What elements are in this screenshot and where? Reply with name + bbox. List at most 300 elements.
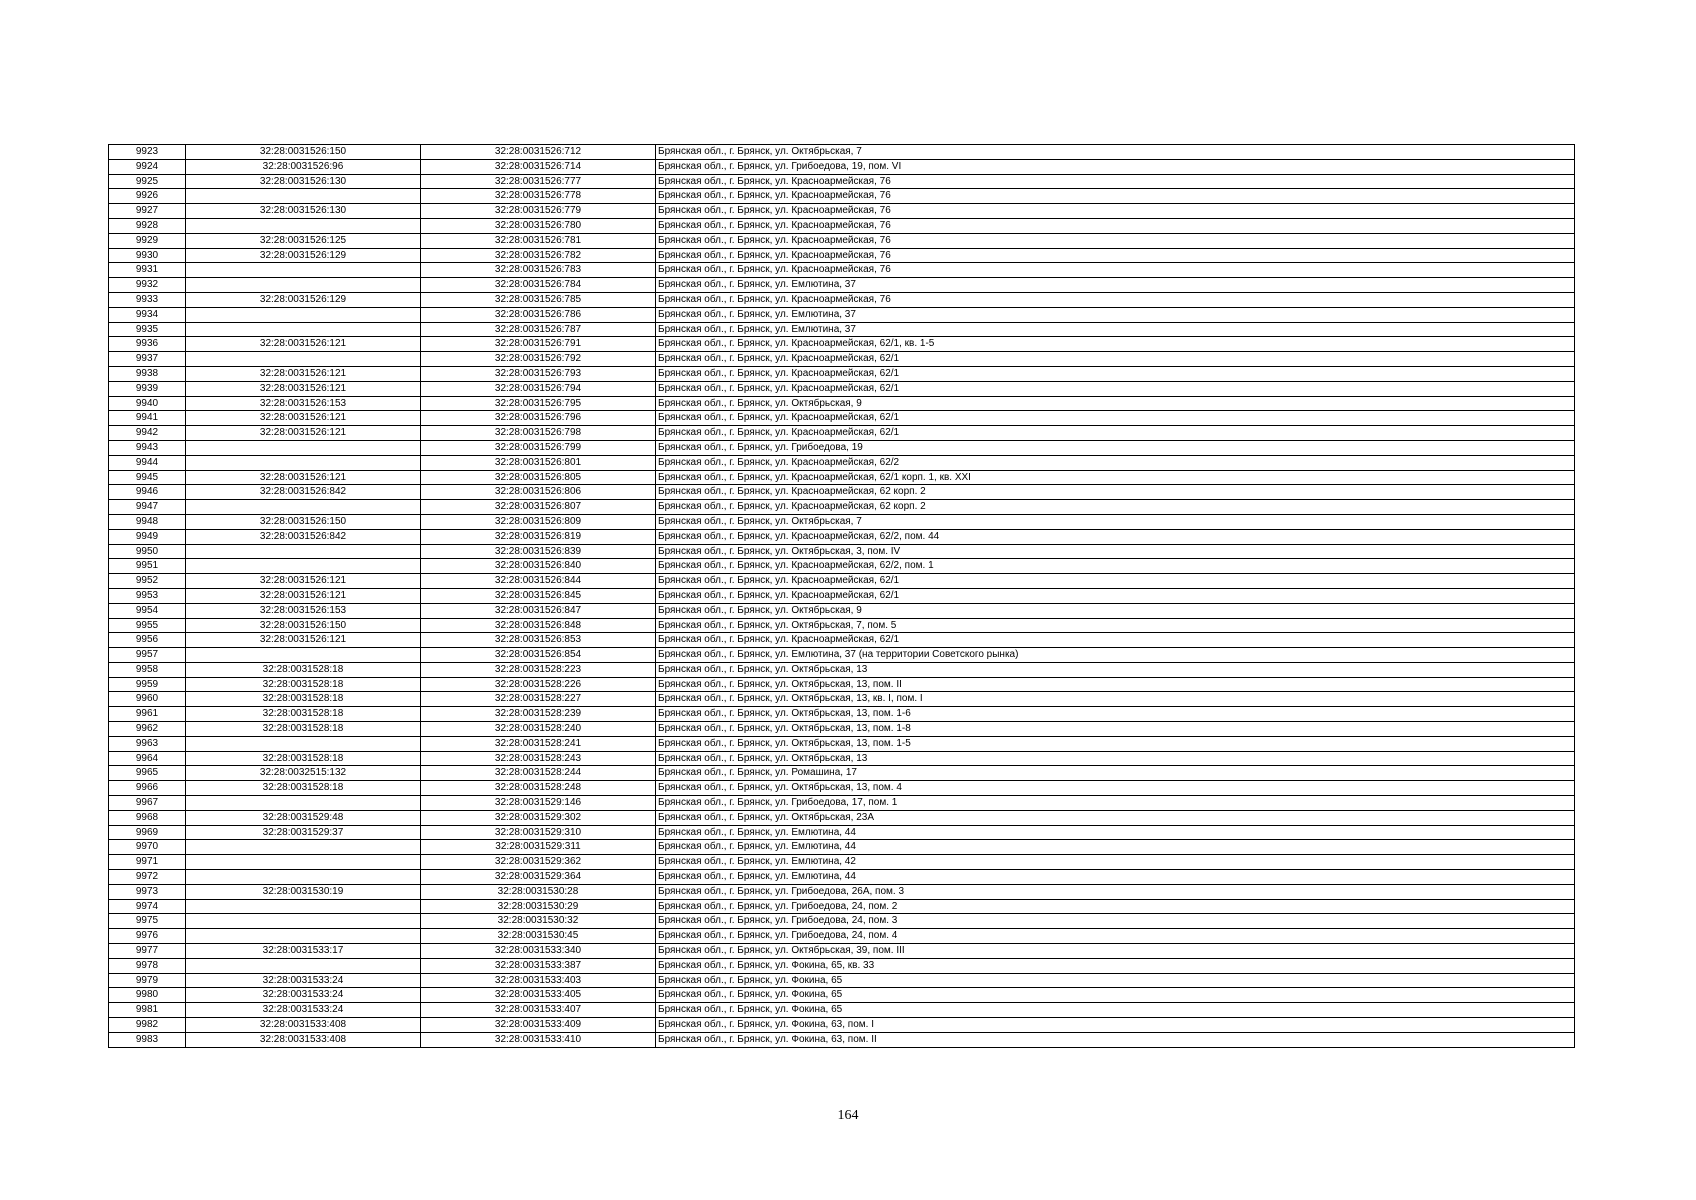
row-number-cell: 9965 [109,766,186,781]
table-row [109,411,1575,426]
row-number-cell: 9937 [109,352,186,367]
address-cell: Брянская обл., г. Брянск, ул. Октябрьская, 9 [656,396,1575,411]
parent-cadastral-cell: 32:28:0031526:121 [186,381,421,396]
cadastral-number-cell: 32:28:0031533:410 [421,1032,656,1047]
parent-cadastral-cell: 32:28:0031526:153 [186,603,421,618]
table-row [109,722,1575,737]
table-row [109,973,1575,988]
parent-cadastral-cell [186,736,421,751]
parent-cadastral-cell: 32:28:0031526:121 [186,426,421,441]
parent-cadastral-cell: 32:28:0031526:153 [186,396,421,411]
cadastral-number-cell: 32:28:0031526:783 [421,263,656,278]
row-number-cell: 9963 [109,736,186,751]
cadastral-number-cell: 32:28:0031526:819 [421,529,656,544]
address-cell: Брянская обл., г. Брянск, ул. Красноармейская, 62/1 [656,411,1575,426]
table-row [109,751,1575,766]
table-row [109,707,1575,722]
row-number-cell: 9956 [109,633,186,648]
row-number-cell: 9927 [109,204,186,219]
address-cell: Брянская обл., г. Брянск, ул. Грибоедова, 19, пом. VI [656,159,1575,174]
address-cell: Брянская обл., г. Брянск, ул. Красноармейская, 62/1 [656,352,1575,367]
parent-cadastral-cell [186,263,421,278]
row-number-cell: 9938 [109,366,186,381]
address-cell: Брянская обл., г. Брянск, ул. Емлютина, 37 (на территории Советского рынка) [656,648,1575,663]
row-number-cell: 9939 [109,381,186,396]
address-cell: Брянская обл., г. Брянск, ул. Фокина, 65 [656,988,1575,1003]
address-cell: Брянская обл., г. Брянск, ул. Грибоедова, 24, пом. 2 [656,899,1575,914]
address-cell: Брянская обл., г. Брянск, ул. Фокина, 63, пом. I [656,1018,1575,1033]
parent-cadastral-cell: 32:28:0031526:121 [186,337,421,352]
cadastral-number-cell: 32:28:0031526:784 [421,278,656,293]
parent-cadastral-cell [186,855,421,870]
parent-cadastral-cell: 32:28:0031526:150 [186,514,421,529]
address-cell: Брянская обл., г. Брянск, ул. Красноармейская, 62/2, пом. 44 [656,529,1575,544]
parent-cadastral-cell: 32:28:0031526:129 [186,292,421,307]
cadastral-number-cell: 32:28:0031533:403 [421,973,656,988]
cadastral-number-cell: 32:28:0031526:782 [421,248,656,263]
cadastral-number-cell: 32:28:0031526:845 [421,588,656,603]
parent-cadastral-cell [186,544,421,559]
row-number-cell: 9947 [109,500,186,515]
table-row [109,145,1575,160]
row-number-cell: 9940 [109,396,186,411]
cadastral-number-cell: 32:28:0031526:806 [421,485,656,500]
address-cell: Брянская обл., г. Брянск, ул. Красноармейская, 62/1 [656,366,1575,381]
cadastral-number-cell: 32:28:0031533:409 [421,1018,656,1033]
table-row [109,426,1575,441]
row-number-cell: 9941 [109,411,186,426]
table-row [109,796,1575,811]
parent-cadastral-cell: 32:28:0031526:121 [186,574,421,589]
table-row [109,929,1575,944]
address-cell: Брянская обл., г. Брянск, ул. Октябрьская, 9 [656,603,1575,618]
row-number-cell: 9934 [109,307,186,322]
table-row [109,337,1575,352]
address-cell: Брянская обл., г. Брянск, ул. Грибоедова, 19 [656,440,1575,455]
table-row [109,840,1575,855]
address-cell: Брянская обл., г. Брянск, ул. Красноармейская, 76 [656,263,1575,278]
table-row [109,263,1575,278]
cadastral-number-cell: 32:28:0031526:793 [421,366,656,381]
address-cell: Брянская обл., г. Брянск, ул. Емлютина, 44 [656,825,1575,840]
row-number-cell: 9967 [109,796,186,811]
cadastral-number-cell: 32:28:0031526:714 [421,159,656,174]
table-row [109,988,1575,1003]
address-cell: Брянская обл., г. Брянск, ул. Красноармейская, 76 [656,218,1575,233]
table-row [109,559,1575,574]
address-cell: Брянская обл., г. Брянск, ул. Красноармейская, 76 [656,174,1575,189]
table-body [109,145,1575,1048]
address-cell: Брянская обл., г. Брянск, ул. Октябрьская, 13, пом. II [656,677,1575,692]
address-cell: Брянская обл., г. Брянск, ул. Октябрьская, 13, пом. 1-6 [656,707,1575,722]
parent-cadastral-cell [186,307,421,322]
table-row [109,633,1575,648]
table-row [109,366,1575,381]
parent-cadastral-cell: 32:28:0031526:842 [186,485,421,500]
table-row [109,204,1575,219]
row-number-cell: 9952 [109,574,186,589]
row-number-cell: 9946 [109,485,186,500]
table-row [109,544,1575,559]
cadastral-number-cell: 32:28:0031528:244 [421,766,656,781]
parent-cadastral-cell: 32:28:0031526:125 [186,233,421,248]
row-number-cell: 9968 [109,810,186,825]
address-cell: Брянская обл., г. Брянск, ул. Октябрьская, 7, пом. 5 [656,618,1575,633]
table-row [109,514,1575,529]
table-row [109,307,1575,322]
parent-cadastral-cell: 32:28:0031526:842 [186,529,421,544]
table-row [109,233,1575,248]
table-row [109,396,1575,411]
parent-cadastral-cell [186,455,421,470]
cadastral-number-cell: 32:28:0031533:407 [421,1003,656,1018]
table-row [109,500,1575,515]
cadastral-number-cell: 32:28:0031526:844 [421,574,656,589]
cadastral-number-cell: 32:28:0031526:809 [421,514,656,529]
cadastral-number-cell: 32:28:0031526:796 [421,411,656,426]
address-cell: Брянская обл., г. Брянск, ул. Емлютина, 44 [656,840,1575,855]
row-number-cell: 9944 [109,455,186,470]
cadastral-number-cell: 32:28:0031528:243 [421,751,656,766]
parent-cadastral-cell: 32:28:0031526:96 [186,159,421,174]
row-number-cell: 9961 [109,707,186,722]
parent-cadastral-cell [186,352,421,367]
table-row [109,781,1575,796]
row-number-cell: 9982 [109,1018,186,1033]
table-row [109,529,1575,544]
cadastral-number-cell: 32:28:0031529:362 [421,855,656,870]
parent-cadastral-cell: 32:28:0031526:121 [186,366,421,381]
address-cell: Брянская обл., г. Брянск, ул. Красноармейская, 62/1 корп. 1, кв. XXI [656,470,1575,485]
cadastral-number-cell: 32:28:0031526:799 [421,440,656,455]
row-number-cell: 9971 [109,855,186,870]
cadastral-number-cell: 32:28:0031526:787 [421,322,656,337]
cadastral-number-cell: 32:28:0031526:839 [421,544,656,559]
table-row [109,485,1575,500]
row-number-cell: 9924 [109,159,186,174]
table-row [109,958,1575,973]
parent-cadastral-cell: 32:28:0031528:18 [186,677,421,692]
property-table [108,144,1575,1048]
row-number-cell: 9957 [109,648,186,663]
address-cell: Брянская обл., г. Брянск, ул. Октябрьская, 13, пом. 4 [656,781,1575,796]
row-number-cell: 9929 [109,233,186,248]
cadastral-number-cell: 32:28:0031526:794 [421,381,656,396]
cadastral-number-cell: 32:28:0031526:779 [421,204,656,219]
row-number-cell: 9978 [109,958,186,973]
parent-cadastral-cell [186,278,421,293]
row-number-cell: 9964 [109,751,186,766]
cadastral-number-cell: 32:28:0031526:807 [421,500,656,515]
table-row [109,825,1575,840]
cadastral-number-cell: 32:28:0031526:778 [421,189,656,204]
parent-cadastral-cell: 32:28:0031533:24 [186,988,421,1003]
cadastral-number-cell: 32:28:0031526:780 [421,218,656,233]
address-cell: Брянская обл., г. Брянск, ул. Красноармейская, 76 [656,204,1575,219]
table-row [109,248,1575,263]
table-row [109,603,1575,618]
address-cell: Брянская обл., г. Брянск, ул. Октябрьская, 23А [656,810,1575,825]
parent-cadastral-cell: 32:28:0031530:19 [186,884,421,899]
address-cell: Брянская обл., г. Брянск, ул. Октябрьская, 13, пом. 1-8 [656,722,1575,737]
row-number-cell: 9930 [109,248,186,263]
address-cell: Брянская обл., г. Брянск, ул. Красноармейская, 76 [656,233,1575,248]
cadastral-number-cell: 32:28:0031528:241 [421,736,656,751]
cadastral-number-cell: 32:28:0031526:795 [421,396,656,411]
cadastral-number-cell: 32:28:0031530:45 [421,929,656,944]
cadastral-number-cell: 32:28:0031526:792 [421,352,656,367]
row-number-cell: 9975 [109,914,186,929]
table-row [109,278,1575,293]
address-cell: Брянская обл., г. Брянск, ул. Красноармейская, 62/1, кв. 1-5 [656,337,1575,352]
parent-cadastral-cell: 32:28:0031526:121 [186,470,421,485]
row-number-cell: 9959 [109,677,186,692]
table-row [109,855,1575,870]
address-cell: Брянская обл., г. Брянск, ул. Октябрьская, 13 [656,751,1575,766]
address-cell: Брянская обл., г. Брянск, ул. Фокина, 63, пом. II [658,1033,877,1045]
parent-cadastral-cell [186,914,421,929]
cadastral-number-cell: 32:28:0031526:786 [421,307,656,322]
parent-cadastral-cell: 32:28:0031526:130 [186,174,421,189]
row-number-cell: 9974 [109,899,186,914]
cadastral-number-cell: 32:28:0031526:840 [421,559,656,574]
row-number-cell: 9980 [109,988,186,1003]
parent-cadastral-cell [186,840,421,855]
cadastral-number-cell: 32:28:0031526:848 [421,618,656,633]
row-number-cell: 9981 [109,1003,186,1018]
address-cell: Брянская обл., г. Брянск, ул. Грибоедова, 17, пом. 1 [656,796,1575,811]
row-number-cell: 9954 [109,603,186,618]
table-row [109,870,1575,885]
row-number-cell: 9935 [109,322,186,337]
cadastral-number-cell: 32:28:0031526:853 [421,633,656,648]
parent-cadastral-cell [186,870,421,885]
address-cell: Брянская обл., г. Брянск, ул. Красноармейская, 62/2 [656,455,1575,470]
parent-cadastral-cell [186,929,421,944]
cadastral-number-cell: 32:28:0031528:248 [421,781,656,796]
row-number-cell: 9943 [109,440,186,455]
address-cell: Брянская обл., г. Брянск, ул. Красноармейская, 62 корп. 2 [656,500,1575,515]
table-row [109,292,1575,307]
table-row [109,944,1575,959]
table-row [109,736,1575,751]
address-cell: Брянская обл., г. Брянск, ул. Красноармейская, 62 корп. 2 [656,485,1575,500]
parent-cadastral-cell: 32:28:0032515:132 [186,766,421,781]
cadastral-number-cell: 32:28:0031526:798 [421,426,656,441]
address-cell: Брянская обл., г. Брянск, ул. Емлютина, 37 [656,322,1575,337]
parent-cadastral-cell [186,796,421,811]
cadastral-number-cell: 32:28:0031529:310 [421,825,656,840]
table-row [109,440,1575,455]
parent-cadastral-cell: 32:28:0031529:37 [186,825,421,840]
parent-cadastral-cell [186,440,421,455]
cadastral-number-cell: 32:28:0031528:226 [421,677,656,692]
cadastral-number-cell: 32:28:0031526:712 [421,145,656,160]
table-row [109,899,1575,914]
parent-cadastral-cell: 32:28:0031526:121 [186,411,421,426]
table-row [109,766,1575,781]
table-row [109,662,1575,677]
row-number-cell: 9923 [109,145,186,160]
table-row [109,159,1575,174]
address-cell: Брянская обл., г. Брянск, ул. Фокина, 65, кв. 33 [656,958,1575,973]
address-cell: Брянская обл., г. Брянск, ул. Красноармейская, 76 [656,248,1575,263]
parent-cadastral-cell: 32:28:0031526:150 [186,618,421,633]
cadastral-number-cell: 32:28:0031528:239 [421,707,656,722]
parent-cadastral-cell: 32:28:0031533:17 [186,944,421,959]
parent-cadastral-cell: 32:28:0031526:150 [186,145,421,160]
row-number-cell: 9953 [109,588,186,603]
address-cell: Брянская обл., г. Брянск, ул. Грибоедова, 26А, пом. 3 [656,884,1575,899]
row-number-cell: 9926 [109,189,186,204]
address-cell: Брянская обл., г. Брянск, ул. Емлютина, 44 [656,870,1575,885]
cadastral-number-cell: 32:28:0031526:854 [421,648,656,663]
parent-cadastral-cell: 32:28:0031528:18 [186,707,421,722]
row-number-cell: 9966 [109,781,186,796]
parent-cadastral-cell [186,189,421,204]
parent-cadastral-cell: 32:28:0031529:48 [186,810,421,825]
cadastral-number-cell: 32:28:0031528:223 [421,662,656,677]
row-number-cell: 9969 [109,825,186,840]
address-cell: Брянская обл., г. Брянск, ул. Красноармейская, 76 [656,189,1575,204]
table-row [109,884,1575,899]
row-number-cell: 9976 [109,929,186,944]
address-cell: Брянская обл., г. Брянск, ул. Емлютина, 37 [656,307,1575,322]
row-number-cell: 9983 [109,1032,186,1047]
address-cell: Брянская обл., г. Брянск, ул. Красноармейская, 62/1 [656,574,1575,589]
cadastral-number-cell: 32:28:0031530:29 [421,899,656,914]
row-number-cell: 9973 [109,884,186,899]
row-number-cell: 9948 [109,514,186,529]
row-number-cell: 9960 [109,692,186,707]
page-number: 164 [837,1108,859,1123]
cadastral-number-cell: 32:28:0031526:805 [421,470,656,485]
address-cell: Брянская обл., г. Брянск, ул. Октябрьская, 3, пом. IV [656,544,1575,559]
table-row [109,218,1575,233]
row-number-cell: 9979 [109,973,186,988]
parent-cadastral-cell [186,559,421,574]
address-cell: Брянская обл., г. Брянск, ул. Октябрьская, 7 [656,145,1575,160]
row-number-cell: 9945 [109,470,186,485]
cadastral-number-cell: 32:28:0031526:847 [421,603,656,618]
row-number-cell: 9962 [109,722,186,737]
parent-cadastral-cell: 32:28:0031528:18 [186,722,421,737]
row-number-cell: 9925 [109,174,186,189]
cadastral-number-cell: 32:28:0031528:240 [421,722,656,737]
parent-cadastral-cell [186,322,421,337]
address-cell: Брянская обл., г. Брянск, ул. Ромашина, 17 [656,766,1575,781]
parent-cadastral-cell [186,958,421,973]
cadastral-number-cell: 32:28:0031533:340 [421,944,656,959]
parent-cadastral-cell: 32:28:0031533:24 [186,973,421,988]
row-number-cell: 9931 [109,263,186,278]
parent-cadastral-cell: 32:28:0031528:18 [186,781,421,796]
address-cell: Брянская обл., г. Брянск, ул. Фокина, 65 [656,973,1575,988]
table-row [109,455,1575,470]
row-number-cell: 9972 [109,870,186,885]
cadastral-number-cell: 32:28:0031529:311 [421,840,656,855]
address-cell: Брянская обл., г. Брянск, ул. Грибоедова, 24, пом. 3 [656,914,1575,929]
cadastral-number-cell: 32:28:0031533:405 [421,988,656,1003]
parent-cadastral-cell: 32:28:0031526:121 [186,588,421,603]
cadastral-number-cell: 32:28:0031529:302 [421,810,656,825]
cadastral-number-cell: 32:28:0031526:791 [421,337,656,352]
cadastral-number-cell: 32:28:0031529:146 [421,796,656,811]
parent-cadastral-cell: 32:28:0031533:408 [186,1032,421,1047]
cadastral-number-cell: 32:28:0031526:777 [421,174,656,189]
address-cell: Брянская обл., г. Брянск, ул. Красноармейская, 62/1 [656,426,1575,441]
cadastral-number-cell: 32:28:0031530:28 [421,884,656,899]
row-number-cell: 9933 [109,292,186,307]
table-row [109,648,1575,663]
table-row [109,574,1575,589]
parent-cadastral-cell: 32:28:0031528:18 [186,751,421,766]
parent-cadastral-cell [186,899,421,914]
table-row [109,470,1575,485]
table-row [109,174,1575,189]
parent-cadastral-cell [186,218,421,233]
cadastral-number-cell: 32:28:0031530:32 [421,914,656,929]
parent-cadastral-cell: 32:28:0031533:24 [186,1003,421,1018]
row-number-cell: 9928 [109,218,186,233]
address-cell: Брянская обл., г. Брянск, ул. Красноармейская, 62/1 [656,381,1575,396]
address-cell: Брянская обл., г. Брянск, ул. Октябрьская, 13 [656,662,1575,677]
parent-cadastral-cell [186,648,421,663]
parent-cadastral-cell: 32:28:0031528:18 [186,692,421,707]
table-row [109,588,1575,603]
address-cell: Брянская обл., г. Брянск, ул. Грибоедова, 24, пом. 4 [656,929,1575,944]
row-number-cell: 9977 [109,944,186,959]
table-row [109,677,1575,692]
parent-cadastral-cell: 32:28:0031526:121 [186,633,421,648]
address-cell: Брянская обл., г. Брянск, ул. Октябрьская, 7 [656,514,1575,529]
address-cell: Брянская обл., г. Брянск, ул. Красноармейская, 62/1 [656,588,1575,603]
table-row [109,914,1575,929]
table-row [109,381,1575,396]
cadastral-number-cell: 32:28:0031533:387 [421,958,656,973]
parent-cadastral-cell: 32:28:0031526:130 [186,204,421,219]
cadastral-number-cell: 32:28:0031526:801 [421,455,656,470]
row-number-cell: 9936 [109,337,186,352]
address-cell: Брянская обл., г. Брянск, ул. Красноармейская, 62/1 [656,633,1575,648]
parent-cadastral-cell [186,500,421,515]
row-number-cell: 9932 [109,278,186,293]
row-number-cell: 9951 [109,559,186,574]
table-row [109,1032,1575,1047]
parent-cadastral-cell: 32:28:0031533:408 [186,1018,421,1033]
table-row [109,352,1575,367]
row-number-cell: 9955 [109,618,186,633]
address-cell: Брянская обл., г. Брянск, ул. Октябрьская, 13, кв. I, пом. I [656,692,1575,707]
address-cell: Брянская обл., г. Брянск, ул. Октябрьская, 39, пом. III [656,944,1575,959]
cadastral-number-cell: 32:28:0031526:785 [421,292,656,307]
row-number-cell: 9942 [109,426,186,441]
table-row [109,692,1575,707]
row-number-cell: 9970 [109,840,186,855]
address-cell: Брянская обл., г. Брянск, ул. Красноармейская, 62/2, пом. 1 [656,559,1575,574]
table-row [109,1003,1575,1018]
address-cell: Брянская обл., г. Брянск, ул. Емлютина, 42 [656,855,1575,870]
address-cell: Брянская обл., г. Брянск, ул. Октябрьская, 13, пом. 1-5 [656,736,1575,751]
cadastral-number-cell: 32:28:0031529:364 [421,870,656,885]
address-cell: Брянская обл., г. Брянск, ул. Красноармейская, 76 [656,292,1575,307]
table-row [109,322,1575,337]
address-cell: Брянская обл., г. Брянск, ул. Фокина, 65 [656,1003,1575,1018]
table-row [109,810,1575,825]
row-number-cell: 9950 [109,544,186,559]
cadastral-number-cell: 32:28:0031528:227 [421,692,656,707]
table-row [109,1018,1575,1033]
